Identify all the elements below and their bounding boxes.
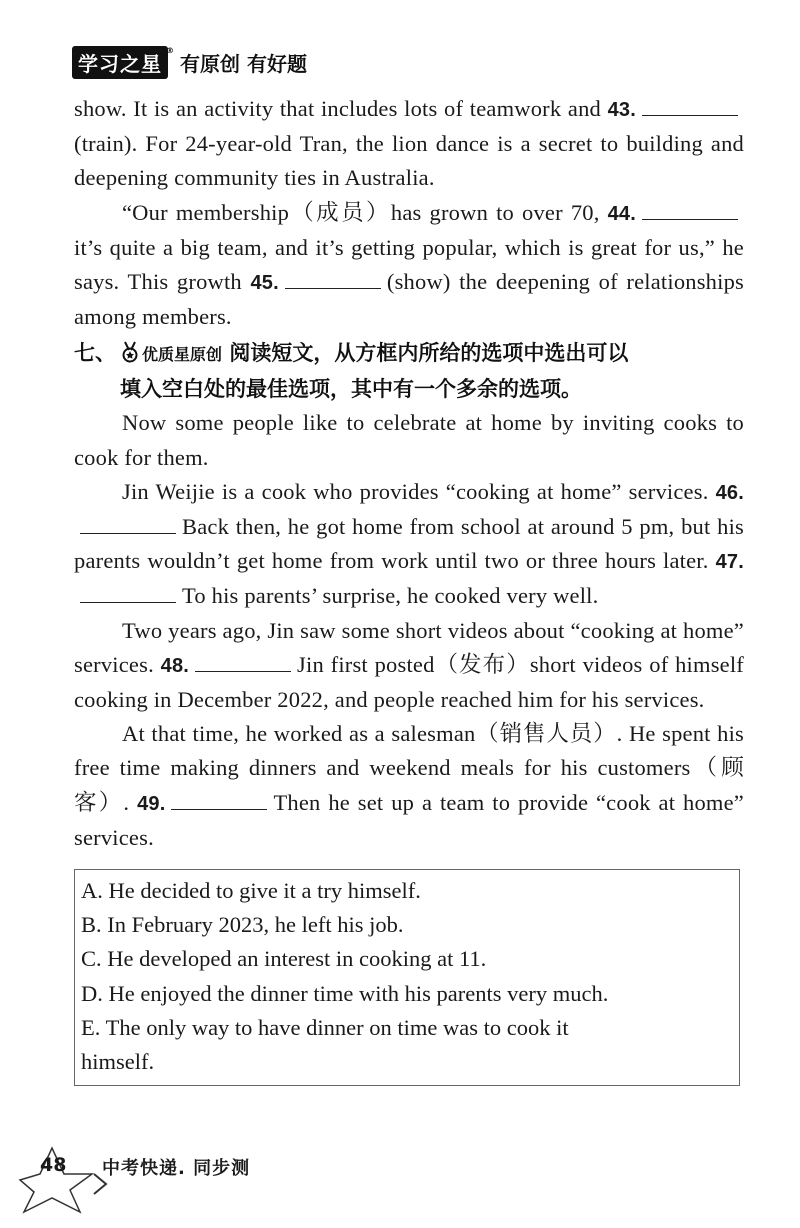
options-box bbox=[74, 869, 740, 1086]
answer-blank-47[interactable] bbox=[80, 582, 176, 603]
question-49-number: 49. bbox=[137, 792, 166, 815]
passage2-para3-b: Jin first posted（发布）short videos of himself cooking in December 2022, and people reached him for his services. bbox=[74, 651, 744, 713]
section-7-line2: 填入空白处的最佳选项，其中有一个多余的选项。 bbox=[120, 377, 582, 402]
page-content bbox=[74, 92, 744, 1086]
answer-blank-49[interactable] bbox=[171, 789, 267, 810]
page-footer bbox=[10, 1140, 310, 1220]
question-45-number: 45. bbox=[250, 272, 279, 295]
passage2-para2 bbox=[74, 475, 744, 614]
medal-icon bbox=[120, 341, 140, 363]
passage2-para2-a: Jin Weijie is a cook who provides “cooking at home” services. bbox=[122, 478, 709, 504]
passage1-q43-text: (train). For 24-year-old Tran, the lion dance is a secret to building and deepening community ties in Australia. bbox=[74, 131, 744, 191]
page-number: 48 bbox=[40, 1154, 67, 1176]
passage1-q44-text: it’s quite a big team, and it’s getting popular, which is great for us,” he says. This growth bbox=[74, 234, 744, 295]
passage1-line1: show. It is an activity that includes lots of teamwork and bbox=[74, 96, 601, 121]
footer-text: 中考快递. 同步测 bbox=[102, 1158, 251, 1179]
question-47-number: 47. bbox=[715, 551, 745, 574]
answer-blank-43[interactable] bbox=[642, 95, 738, 116]
answer-blank-46[interactable] bbox=[80, 513, 176, 534]
section-7-badge: 优质星原创 bbox=[142, 345, 223, 365]
option-c: C. He developed an interest in cooking at 11. bbox=[81, 946, 487, 972]
section-7-number: 七、 bbox=[74, 341, 116, 366]
brand-logo bbox=[72, 45, 175, 79]
passage2-para4-b: Then he set up a team to provide “cook at home” services. bbox=[74, 789, 744, 850]
question-43-number: 43. bbox=[607, 99, 636, 121]
registered-mark: ® bbox=[166, 45, 175, 55]
option-a: A. He decided to give it a try himself. bbox=[81, 878, 421, 904]
header-slogan: 有原创 有好题 bbox=[180, 51, 307, 76]
answer-blank-45[interactable] bbox=[285, 268, 381, 289]
passage2-para1: Now some people like to celebrate at home by inviting cooks to cook for them. bbox=[74, 410, 744, 470]
passage2-para4 bbox=[74, 717, 744, 855]
passage2-para2-b: Back then, he got home from school at around 5 pm, but his parents wouldn’t get home from work until two or three hours later. bbox=[74, 514, 744, 574]
option-d: D. He enjoyed the dinner time with his parents very much. bbox=[81, 980, 609, 1006]
passage2-para4-a: At that time, he worked as a salesman（销售人员）. He spent his free time making dinners and weekend meals for his customers（顾客）. bbox=[74, 721, 744, 815]
page-header bbox=[72, 44, 307, 80]
passage2-para3 bbox=[74, 614, 744, 718]
passage1-para1 bbox=[74, 92, 744, 196]
answer-blank-44[interactable] bbox=[642, 199, 738, 220]
question-48-number: 48. bbox=[160, 654, 190, 677]
logo-text: 学习之星 bbox=[78, 51, 162, 76]
passage1-para2-start: “Our membership（成员）has grown to over 70, bbox=[122, 199, 600, 225]
question-46-number: 46. bbox=[715, 481, 744, 504]
passage2-para2-c: To his parents’ surprise, he cooked very well. bbox=[182, 583, 599, 609]
passage1-para2 bbox=[74, 196, 744, 335]
answer-blank-48[interactable] bbox=[195, 651, 291, 672]
passage1-q45-text: (show) the deepening of relationships among members. bbox=[74, 269, 744, 330]
option-e: E. The only way to have dinner on time was to cook it bbox=[81, 1014, 569, 1040]
section-7-line1: 阅读短文，从方框内所给的选项中选出可以 bbox=[229, 341, 629, 366]
section-7-instructions bbox=[74, 336, 744, 406]
option-e-continuation: himself. bbox=[81, 1049, 155, 1075]
question-44-number: 44. bbox=[607, 202, 637, 225]
option-b: B. In February 2023, he left his job. bbox=[81, 912, 404, 938]
passage2-para3-a: Two years ago, Jin saw some short videos about “cooking at home” services. bbox=[74, 617, 744, 677]
